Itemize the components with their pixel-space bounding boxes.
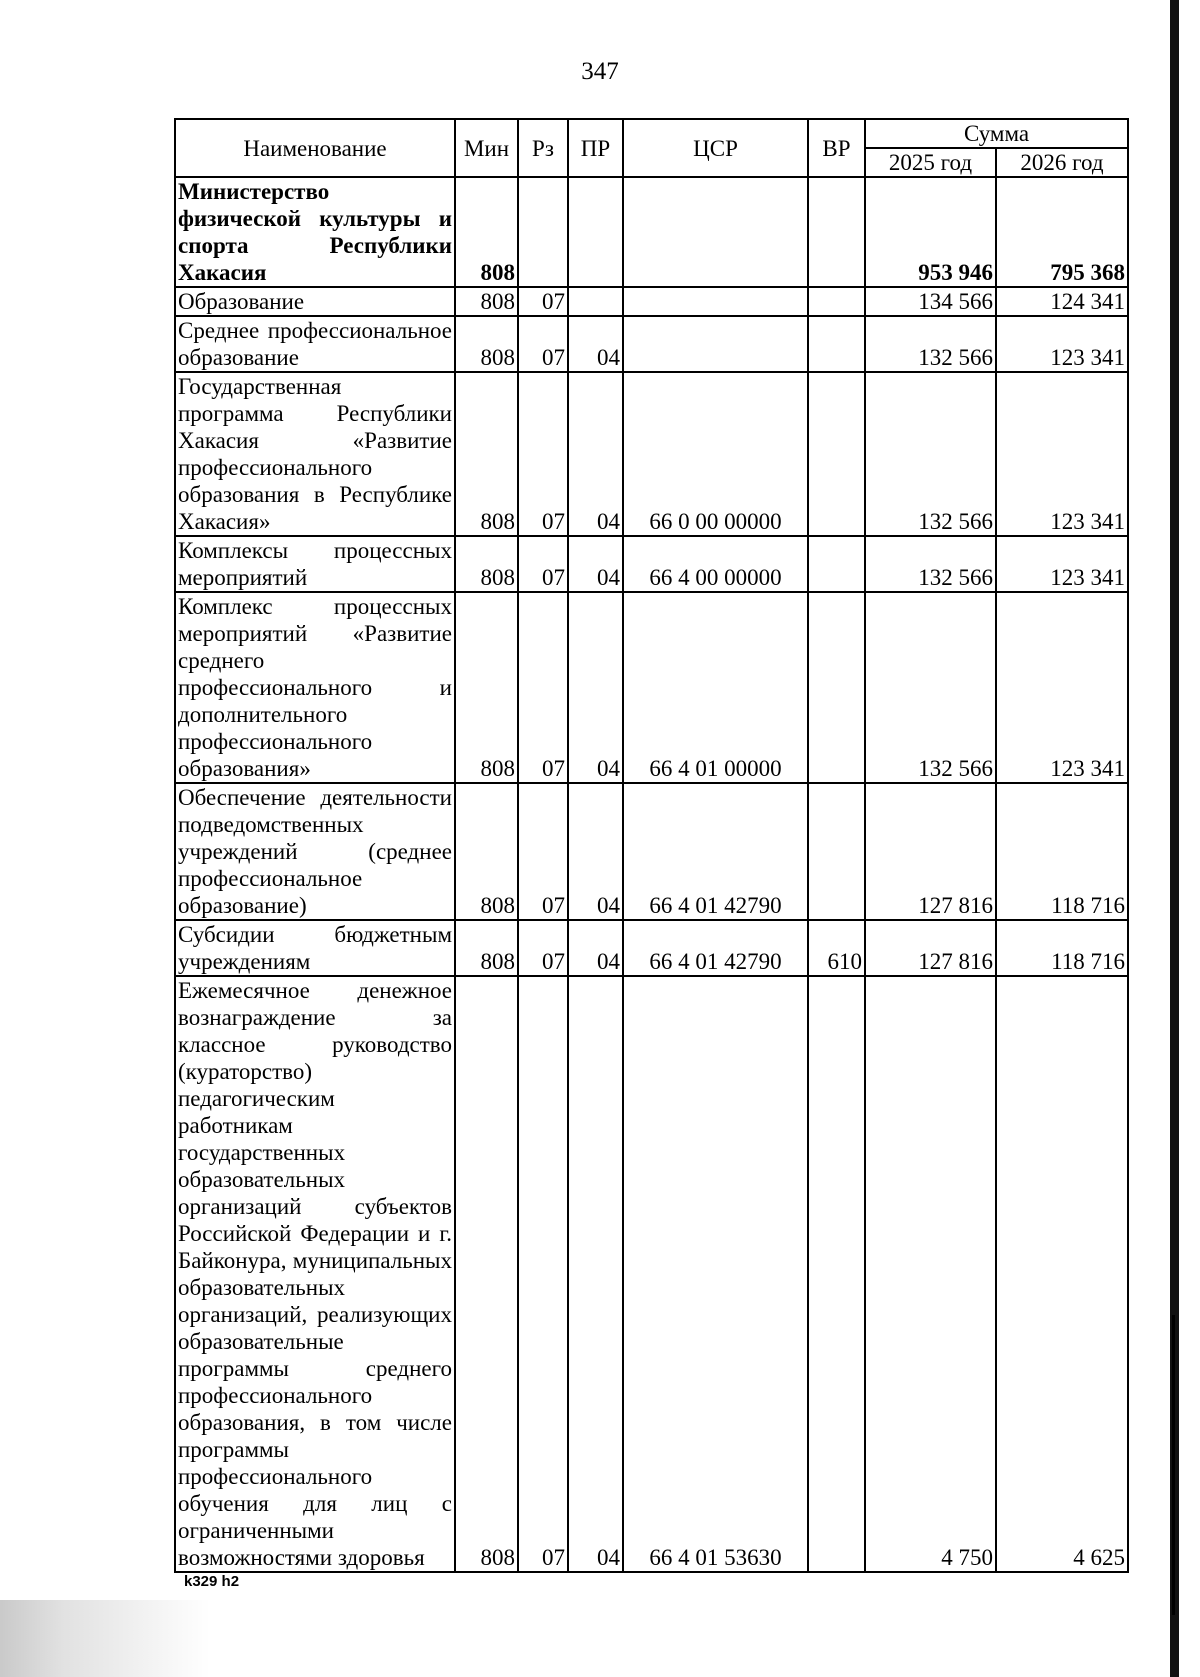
table-row (175, 976, 1128, 1572)
cell-2025: 132 566 (865, 592, 996, 783)
cell-min: 808 (455, 177, 518, 287)
cell-name: Министерство физической культуры и спорта Республики Хакасия (175, 177, 455, 287)
header-vr: ВР (808, 119, 865, 177)
budget-table (174, 118, 1129, 1573)
cell-vr (808, 177, 865, 287)
cell-min: 808 (455, 372, 518, 536)
cell-2025: 132 566 (865, 536, 996, 592)
cell-2026: 795 368 (996, 177, 1128, 287)
cell-pr: 04 (568, 783, 623, 920)
cell-vr: 610 (808, 920, 865, 976)
cell-csr (623, 287, 808, 316)
scan-noise (0, 1600, 210, 1677)
cell-rz: 07 (518, 372, 568, 536)
cell-2026: 124 341 (996, 287, 1128, 316)
cell-pr: 04 (568, 316, 623, 372)
cell-csr (623, 316, 808, 372)
cell-pr: 04 (568, 536, 623, 592)
cell-csr: 66 4 00 00000 (623, 536, 808, 592)
cell-min: 808 (455, 316, 518, 372)
cell-min: 808 (455, 783, 518, 920)
cell-csr: 66 4 01 53630 (623, 976, 808, 1572)
cell-rz: 07 (518, 287, 568, 316)
cell-name: Обеспечение деятельности подведомственных учреждений (среднее профессиональное образование) (175, 783, 455, 920)
table-row (175, 177, 1128, 287)
table-row (175, 372, 1128, 536)
cell-min: 808 (455, 920, 518, 976)
cell-2026: 123 341 (996, 536, 1128, 592)
cell-pr (568, 287, 623, 316)
header-min: Мин (455, 119, 518, 177)
cell-name: Субсидии бюджетным учреждениям (175, 920, 455, 976)
cell-name: Комплексы процессных мероприятий (175, 536, 455, 592)
table-row (175, 287, 1128, 316)
cell-rz: 07 (518, 783, 568, 920)
header-sum: Сумма (865, 119, 1128, 148)
cell-csr: 66 4 01 00000 (623, 592, 808, 783)
cell-2025: 953 946 (865, 177, 996, 287)
cell-name: Образование (175, 287, 455, 316)
cell-2025: 132 566 (865, 372, 996, 536)
cell-2026: 123 341 (996, 372, 1128, 536)
cell-min: 808 (455, 976, 518, 1572)
cell-rz: 07 (518, 920, 568, 976)
cell-name: Ежемесячное денежное вознаграждение за классное руководство (кураторство) педагогическим работникам государственных образовательных организаций субъектов Российской Федерации и г. Байконура, муниципальных образовательных организаций, реализующих образовательные программы среднего профессионального образования, в том числе программы профессионального обучения для лиц с ограниченными возможностями здоровья (175, 976, 455, 1572)
cell-2025: 127 816 (865, 783, 996, 920)
cell-pr: 04 (568, 920, 623, 976)
cell-name: Среднее профессиональное образование (175, 316, 455, 372)
cell-csr: 66 4 01 42790 (623, 920, 808, 976)
cell-vr (808, 976, 865, 1572)
cell-rz: 07 (518, 536, 568, 592)
cell-pr: 04 (568, 976, 623, 1572)
cell-vr (808, 783, 865, 920)
cell-2026: 4 625 (996, 976, 1128, 1572)
cell-pr: 04 (568, 592, 623, 783)
cell-2026: 123 341 (996, 592, 1128, 783)
cell-rz: 07 (518, 976, 568, 1572)
header-year-2026: 2026 год (996, 148, 1128, 177)
cell-vr (808, 316, 865, 372)
cell-rz: 07 (518, 316, 568, 372)
footer-code: k329 h2 (184, 1573, 240, 1590)
cell-vr (808, 536, 865, 592)
header-name: Наименование (175, 119, 455, 177)
cell-rz (518, 177, 568, 287)
cell-vr (808, 372, 865, 536)
cell-2025: 4 750 (865, 976, 996, 1572)
cell-vr (808, 592, 865, 783)
cell-min: 808 (455, 287, 518, 316)
cell-2025: 134 566 (865, 287, 996, 316)
cell-csr: 66 4 01 42790 (623, 783, 808, 920)
scan-edge-mark (1172, 1315, 1175, 1615)
cell-min: 808 (455, 536, 518, 592)
cell-pr: 04 (568, 372, 623, 536)
cell-2026: 118 716 (996, 783, 1128, 920)
header-pr: ПР (568, 119, 623, 177)
table-row (175, 592, 1128, 783)
table-row (175, 536, 1128, 592)
table-row (175, 783, 1128, 920)
cell-name: Государственная программа Республики Хакасия «Развитие профессионального образования в Республике Хакасия» (175, 372, 455, 536)
cell-2025: 127 816 (865, 920, 996, 976)
cell-2026: 118 716 (996, 920, 1128, 976)
cell-csr: 66 0 00 00000 (623, 372, 808, 536)
cell-rz: 07 (518, 592, 568, 783)
table-row (175, 920, 1128, 976)
cell-vr (808, 287, 865, 316)
cell-2026: 123 341 (996, 316, 1128, 372)
header-year-2025: 2025 год (865, 148, 996, 177)
cell-min: 808 (455, 592, 518, 783)
cell-2025: 132 566 (865, 316, 996, 372)
cell-pr (568, 177, 623, 287)
header-csr: ЦСР (623, 119, 808, 177)
header-rz: Рз (518, 119, 568, 177)
cell-csr (623, 177, 808, 287)
page-number: 347 (581, 58, 619, 85)
cell-name: Комплекс процессных мероприятий «Развитие среднего профессионального и дополнительного профессионального образования» (175, 592, 455, 783)
table-row (175, 316, 1128, 372)
